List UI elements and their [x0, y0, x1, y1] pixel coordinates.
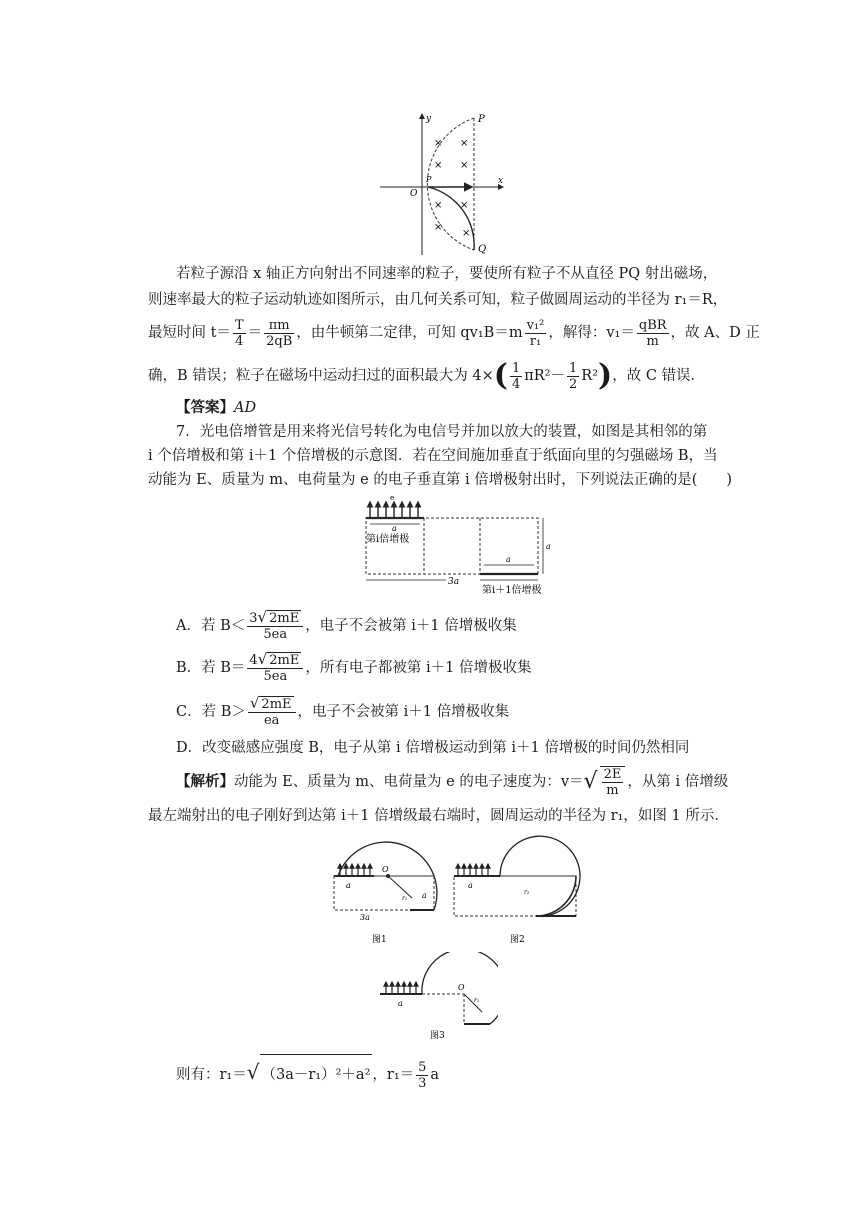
radicand: 2mE — [269, 653, 300, 668]
x-axis-label: x — [498, 176, 504, 186]
denominator: 5ea — [263, 669, 288, 684]
figure-3 — [378, 952, 498, 1044]
text: ，由牛顿第二定律，可知 qv₁B＝m — [296, 325, 523, 341]
sqrt-sign: √ — [257, 608, 268, 626]
paren-right: ) — [598, 358, 613, 393]
fraction-2e-m — [600, 766, 626, 798]
q7-line2: i 个倍增极和第 i＋1 个倍增极的示意图．若在空间施加垂直于纸面向里的匀强磁场 B，当 — [148, 448, 718, 464]
numerator: 5 — [418, 1059, 427, 1075]
option-text: A．若 B＜ — [176, 618, 246, 634]
fraction — [248, 696, 296, 728]
figure-magnetic-field — [370, 110, 510, 260]
option-c[interactable] — [176, 694, 509, 730]
radicand: （3a－r₁）²＋a² — [260, 1054, 373, 1095]
text: 则有：r₁＝ — [176, 1067, 247, 1083]
plate-i1-label: 第i＋1倍增极 — [482, 585, 542, 596]
denominator: m — [646, 333, 659, 349]
label-r1: r₁ — [402, 895, 408, 902]
fig2-caption: 图2 — [510, 935, 525, 945]
text: ＝ — [247, 325, 263, 341]
label-o: O — [458, 983, 465, 992]
fraction-1-2 — [567, 361, 579, 392]
cross-mark: × — [462, 228, 471, 239]
label-3a: 3a — [360, 913, 370, 922]
analysis-prev-line2: 则速率最大的粒子运动轨迹如图所示，由几何关系可知，粒子做圆周运动的半径为 r₁＝R， — [148, 292, 728, 308]
dim-a-right: a — [546, 542, 551, 551]
denominator: m — [606, 783, 619, 798]
label-a: a — [398, 999, 403, 1008]
figure-dynodes — [362, 494, 562, 598]
fraction-qbr-m — [637, 318, 669, 349]
text: a — [430, 1067, 440, 1083]
fraction-t-over-4 — [233, 318, 246, 349]
label-a: a — [468, 881, 473, 890]
y-axis-label: y — [426, 114, 432, 124]
text: πR²－ — [524, 368, 565, 384]
cross-mark: × — [460, 200, 469, 211]
denominator: 2 — [569, 376, 578, 392]
fraction-pim-2qb — [264, 318, 294, 349]
fraction — [247, 652, 303, 684]
cross-mark: × — [460, 160, 469, 171]
numerator: 1 — [569, 360, 578, 376]
numerator: πm — [264, 318, 294, 334]
text: ，故 C 错误． — [612, 368, 706, 384]
text: 确，B 错误；粒子在磁场中运动扫过的面积最大为 4× — [148, 368, 494, 384]
numerator: 2E — [603, 767, 622, 782]
denominator: 5ea — [263, 627, 288, 642]
text: ，解得：v₁＝ — [548, 325, 635, 341]
q7-line3: 动能为 E、质量为 m、电荷量为 e 的电子垂直第 i 倍增极射出时，下列说法正确的是( ) — [148, 472, 733, 488]
denominator: 4 — [235, 333, 244, 349]
text: ，故 A、D 正 — [670, 325, 760, 341]
sqrt-sign: √ — [583, 769, 598, 794]
analysis-line2: 最左端射出的电子刚好到达第 i＋1 倍增级最右端时，圆周运动的半径为 r₁，如图 1 所示． — [148, 808, 729, 824]
point-q-label: Q — [478, 244, 487, 255]
q7-line1: 7．光电倍增管是用来将光信号转化为电信号并加以放大的装置，如图是其相邻的第 — [176, 424, 708, 440]
option-b[interactable] — [176, 650, 531, 686]
sqrt-sign: √ — [257, 650, 268, 668]
label-o: O — [382, 865, 389, 874]
text: ，从第 i 倍增级 — [627, 774, 729, 790]
option-a[interactable] — [176, 608, 517, 644]
sqrt-sign: √ — [249, 694, 260, 712]
sqrt-sign: √ — [246, 1060, 260, 1084]
point-p-label: P — [478, 114, 485, 125]
numerator: T — [234, 317, 244, 333]
fraction-5-3 — [416, 1060, 428, 1091]
option-text: ，所有电子都被第 i＋1 倍增极收集 — [305, 660, 532, 676]
text: R² — [581, 368, 599, 384]
label-r2: r₂ — [524, 889, 530, 896]
figure-2 — [450, 830, 590, 950]
analysis-line1 — [176, 764, 728, 800]
denominator: 2qB — [266, 333, 293, 349]
dim-a-bottom: a — [506, 555, 511, 564]
coef: 4 — [249, 653, 258, 668]
plate-i-label: 第i倍增极 — [366, 534, 410, 545]
denominator: 4 — [511, 376, 521, 392]
coef: 3 — [249, 611, 258, 626]
answer-value: AD — [234, 400, 257, 416]
fraction — [247, 610, 303, 642]
text: 最短时间 t＝ — [148, 325, 231, 341]
text: ，r₁＝ — [372, 1067, 415, 1083]
option-text: B．若 B＝ — [176, 660, 246, 676]
label-a: a — [346, 881, 351, 890]
radicand: 2mE — [261, 697, 292, 712]
electron-label: e — [390, 494, 395, 502]
analysis-prev-line4 — [148, 358, 705, 394]
paren-left: ( — [493, 358, 508, 393]
source-label: P — [426, 175, 432, 184]
cross-mark: × — [434, 200, 443, 211]
denominator: ea — [263, 713, 280, 728]
label-a-side: a — [422, 891, 427, 900]
dim-a-top: a — [392, 524, 397, 533]
option-text: ，电子不会被第 i＋1 倍增极收集 — [297, 704, 510, 720]
fig1-caption: 图1 — [372, 935, 387, 945]
analysis-prev-line1: 若粒子源沿 x 轴正方向射出不同速率的粒子，要使所有粒子不从直径 PQ 射出磁场， — [176, 266, 718, 282]
text: 动能为 E、质量为 m、电荷量为 e 的电子速度为：v＝ — [234, 774, 584, 790]
analysis-prev-line3 — [148, 316, 760, 350]
denominator: 3 — [418, 1075, 427, 1091]
numerator: v₁² — [526, 317, 545, 333]
fraction-1-4 — [510, 361, 522, 392]
numerator: qBR — [638, 317, 667, 333]
cross-mark: × — [434, 138, 443, 149]
fraction-v1sq-r1 — [525, 318, 547, 349]
denominator: r₁ — [529, 333, 542, 349]
option-text: C．若 B＞ — [176, 704, 246, 720]
figure-1 — [330, 838, 450, 950]
answer-prev — [176, 398, 256, 418]
dim-3a: 3a — [448, 577, 460, 587]
answer-label: 【答案】 — [176, 399, 234, 416]
cross-mark: × — [460, 138, 469, 149]
option-text: ，电子不会被第 i＋1 倍增极收集 — [305, 618, 517, 634]
analysis-label: 【解析】 — [176, 773, 234, 790]
radicand: 2mE — [269, 611, 300, 626]
cross-mark: × — [434, 160, 443, 171]
cross-mark: × — [434, 222, 443, 233]
result-line — [176, 1052, 439, 1095]
origin-label: O — [410, 189, 418, 199]
option-d[interactable]: D．改变磁感应强度 B，电子从第 i 倍增极运动到第 i＋1 倍增极的时间仍然相同 — [176, 740, 690, 756]
label-r1: r₁ — [474, 997, 480, 1004]
numerator: 1 — [511, 360, 521, 376]
fig3-caption: 图3 — [430, 1031, 445, 1041]
